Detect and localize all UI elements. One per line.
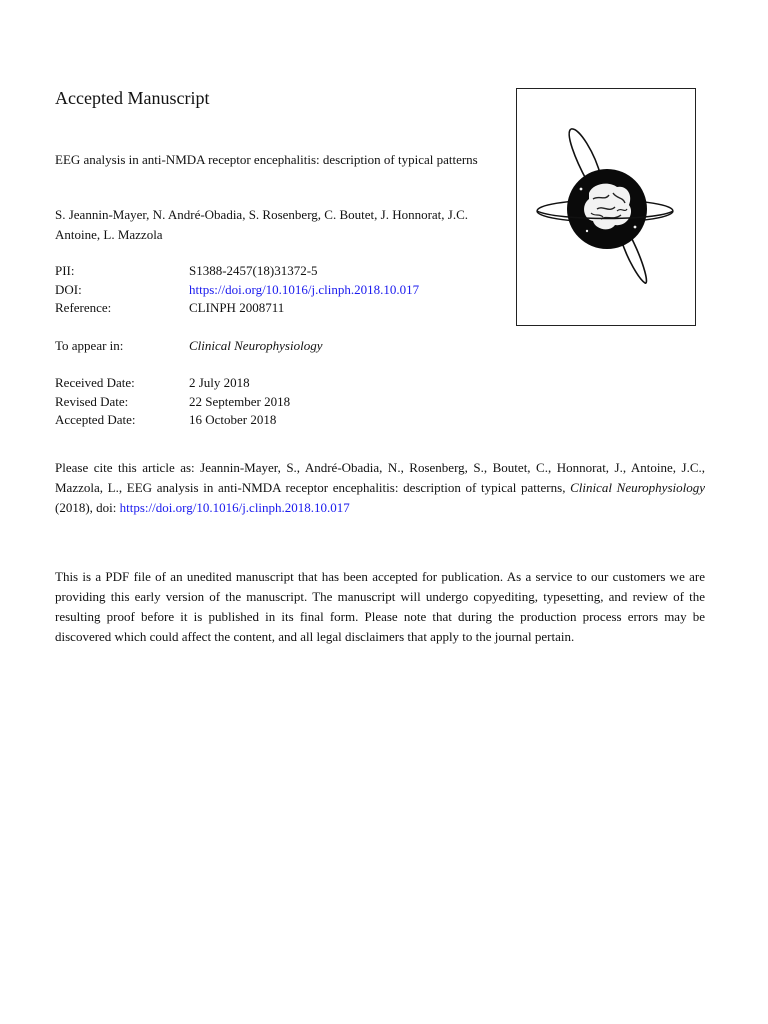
article-authors: S. Jeannin-Mayer, N. André-Obadia, S. Rosenberg, C. Boutet, J. Honnorat, J.C. Antoine, L. Mazzola xyxy=(55,207,469,242)
received-value: 2 July 2018 xyxy=(189,375,250,390)
identifier-table xyxy=(55,262,419,318)
accepted-value: 16 October 2018 xyxy=(189,412,277,427)
dates-table xyxy=(55,374,290,430)
reference-value: CLINPH 2008711 xyxy=(189,300,285,315)
appear-table xyxy=(55,337,322,356)
revised-label: Revised Date: xyxy=(55,393,129,409)
revised-value: 22 September 2018 xyxy=(189,393,291,409)
received-row xyxy=(55,374,290,393)
citation-journal: Clinical Neurophysiology xyxy=(570,480,705,495)
journal-name: Clinical Neurophysiology xyxy=(189,338,323,353)
journal-cover-logo-icon xyxy=(517,89,695,325)
doi-label: DOI: xyxy=(55,281,82,297)
pii-value: S1388-2457(18)31372-5 xyxy=(189,263,318,278)
page-heading: Accepted Manuscript xyxy=(55,88,210,108)
pii-label: PII: xyxy=(55,263,75,278)
received-label: Received Date: xyxy=(55,375,135,390)
manuscript-notice: This is a PDF file of an unedited manuscript that has been accepted for publication. As a service to our customers we are providing this early version of the manuscript. The manuscript will undergo copyediting, typesetting, and review of the resulting proof before it is published in its final form. Please note that during the production process errors may be discovered which could affect the content, and all legal disclaimers that apply to the journal pertain. xyxy=(55,569,705,644)
citation-doi-link[interactable]: https://doi.org/10.1016/j.clinph.2018.10.017 xyxy=(119,500,350,515)
appear-row xyxy=(55,337,322,356)
pii-row xyxy=(55,262,419,281)
accepted-row xyxy=(55,411,290,430)
journal-logo-box xyxy=(516,88,696,326)
citation-year: (2018), doi: xyxy=(55,500,120,515)
citation-paragraph xyxy=(55,458,705,518)
revised-row xyxy=(55,393,290,412)
citation-text: Please cite this article as: Jeannin-Mayer, S., André-Obadia, N., Rosenberg, S., Boutet, C., Honnorat, J., Antoine, J.C., Mazzola, L., EEG analysis in anti-NMDA receptor encephalitis: description of typical patterns, xyxy=(55,460,705,495)
reference-row xyxy=(55,299,419,318)
article-title: EEG analysis in anti-NMDA receptor encephalitis: description of typical patterns xyxy=(55,152,478,167)
doi-row xyxy=(55,281,419,300)
doi-value xyxy=(189,281,419,300)
doi-link[interactable]: https://doi.org/10.1016/j.clinph.2018.10.017 xyxy=(189,281,420,297)
accepted-label: Accepted Date: xyxy=(55,412,136,427)
reference-label: Reference: xyxy=(55,300,112,315)
appear-label: To appear in: xyxy=(55,338,124,353)
